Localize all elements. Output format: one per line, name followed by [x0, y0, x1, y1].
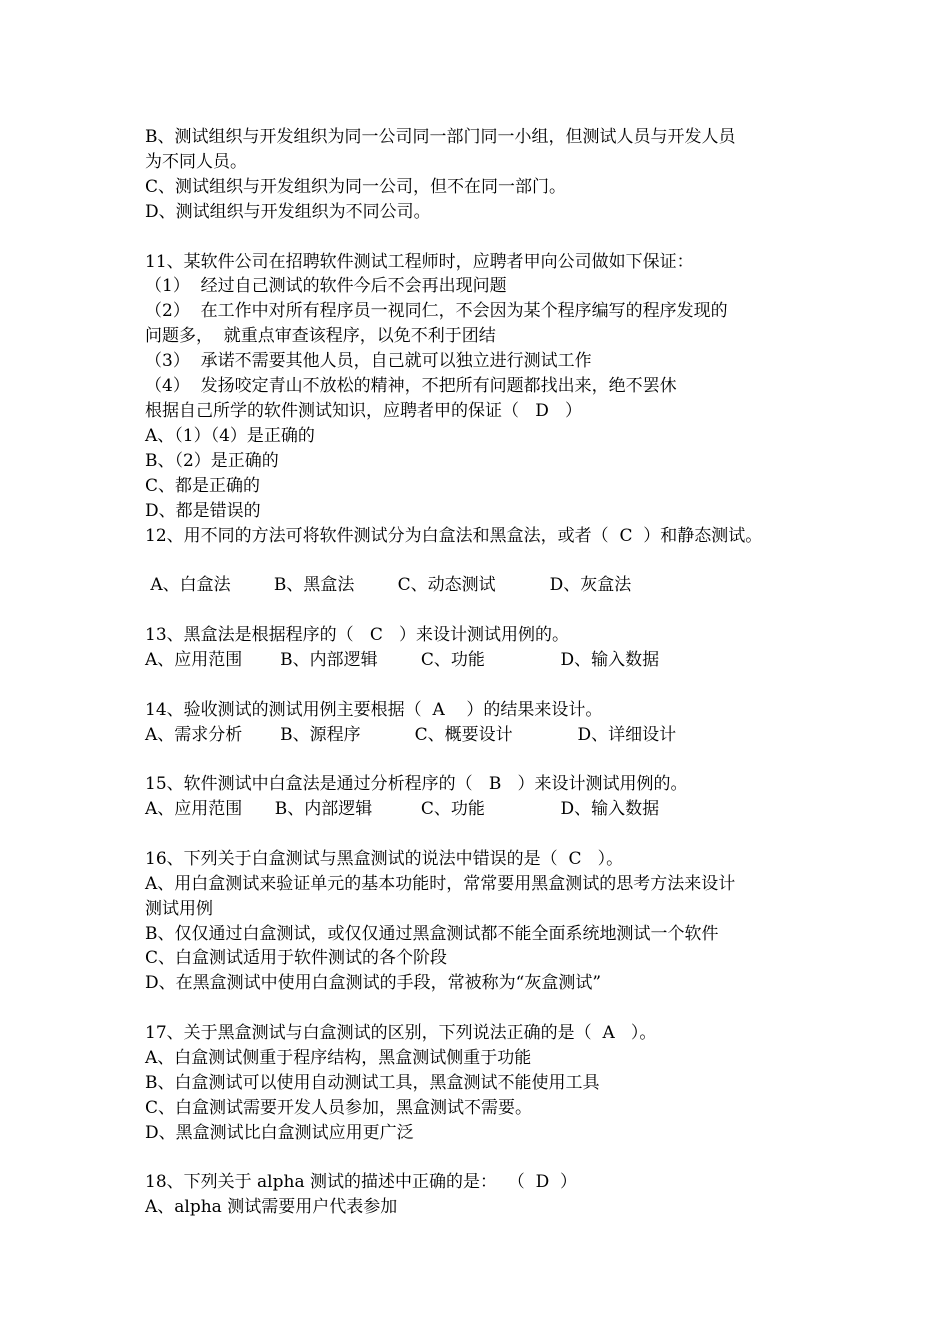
- option-line: A、用白盒测试来验证单元的基本功能时，常常要用黑盒测试的思考方法来设计: [145, 874, 736, 894]
- option-line: B、白盒测试可以使用自动测试工具，黑盒测试不能使用工具: [145, 1073, 600, 1093]
- option-line: A、应用范围 B、内部逻辑 C、功能 D、输入数据: [145, 650, 660, 670]
- question-17: 17、关于黑盒测试与白盒测试的区别，下列说法正确的是（ A ）。: [145, 1023, 657, 1043]
- option-line: C、白盒测试需要开发人员参加，黑盒测试不需要。: [145, 1098, 533, 1118]
- option-line: D、在黑盒测试中使用白盒测试的手段，常被称为“灰盒测试”: [145, 973, 602, 993]
- option-line: A、alpha 测试需要用户代表参加: [145, 1197, 398, 1217]
- text-line: （2） 在工作中对所有程序员一视同仁，不会因为某个程序编写的程序发现的: [145, 301, 728, 321]
- text-line: 为不同人员。: [145, 152, 247, 172]
- text-line: C、测试组织与开发组织为同一公司，但不在同一部门。: [145, 177, 567, 197]
- option-line: A、需求分析 B、源程序 C、概要设计 D、详细设计: [145, 725, 677, 745]
- question-18: 18、下列关于 alpha 测试的描述中正确的是： （ D ）: [145, 1172, 578, 1192]
- option-line: B、（2）是正确的: [145, 451, 279, 471]
- question-12: 12、用不同的方法可将软件测试分为白盒法和黑盒法，或者（ C ）和静态测试。: [145, 526, 763, 546]
- text-line: 测试用例: [145, 899, 213, 919]
- question-13: 13、黑盒法是根据程序的（ C ）来设计测试用例的。: [145, 625, 570, 645]
- option-line: D、黑盒测试比白盒测试应用更广泛: [145, 1123, 414, 1143]
- option-line: A、（1）（4）是正确的: [145, 426, 315, 446]
- text-line: D、测试组织与开发组织为不同公司。: [145, 202, 431, 222]
- option-line: D、都是错误的: [145, 501, 261, 521]
- option-line: A、白盒测试侧重于程序结构，黑盒测试侧重于功能: [145, 1048, 532, 1068]
- text-line: B、测试组织与开发组织为同一公司同一部门同一小组，但测试人员与开发人员: [145, 127, 736, 147]
- option-line: B、仅仅通过白盒测试，或仅仅通过黑盒测试都不能全面系统地测试一个软件: [145, 924, 719, 944]
- question-14: 14、验收测试的测试用例主要根据（ A ）的结果来设计。: [145, 700, 603, 720]
- text-line: 根据自己所学的软件测试知识，应聘者甲的保证（ D ）: [145, 401, 583, 421]
- option-line: C、都是正确的: [145, 476, 261, 496]
- text-line: 问题多， 就重点审查该程序，以免不利于团结: [145, 326, 496, 346]
- text-line: （4） 发扬咬定青山不放松的精神，不把所有问题都找出来，绝不罢休: [145, 376, 677, 396]
- option-line: C、白盒测试适用于软件测试的各个阶段: [145, 948, 448, 968]
- question-11: 11、某软件公司在招聘软件测试工程师时，应聘者甲向公司做如下保证：: [145, 252, 694, 272]
- text-line: （3） 承诺不需要其他人员，自己就可以独立进行测试工作: [145, 351, 592, 371]
- option-line: A、白盒法 B、黑盒法 C、动态测试 D、灰盒法: [145, 575, 632, 595]
- question-16: 16、下列关于白盒测试与黑盒测试的说法中错误的是（ C ）。: [145, 849, 624, 869]
- question-15: 15、软件测试中白盒法是通过分析程序的（ B ）来设计测试用例的。: [145, 774, 688, 794]
- text-line: （1） 经过自己测试的软件今后不会再出现问题: [145, 276, 507, 296]
- option-line: A、应用范围 B、内部逻辑 C、功能 D、输入数据: [145, 799, 660, 819]
